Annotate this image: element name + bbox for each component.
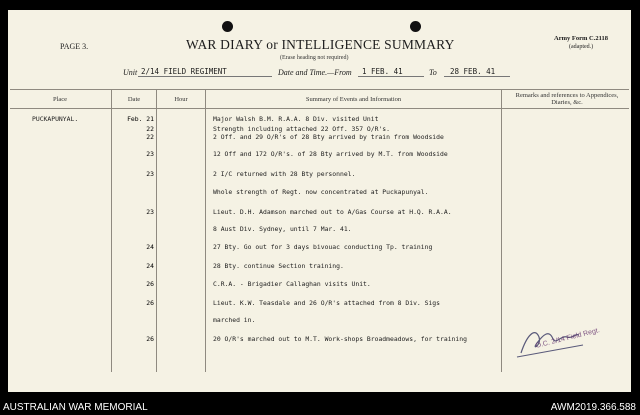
army-form-number: Army Form C.2118 [554,35,608,42]
erase-note: (Erase heading not required) [280,55,349,61]
entry-date: 26 [146,299,154,307]
entry-date: 23 [146,208,154,216]
entry-date: Feb. 21 [127,115,154,123]
entry-text: Major Walsh B.M. R.A.A. 8 Div. visited Unit [213,115,379,123]
entry-text: 12 Off and 172 O/R's. of 28 Bty arrived by M.T. from Woodside [213,150,448,158]
page-number: PAGE 3. [60,42,89,51]
from-date: 1 FEB. 41 [362,67,403,76]
punch-hole-right [410,21,421,32]
punch-hole-left [222,21,233,32]
entry-text: C.R.A. - Brigadier Callaghan visits Unit. [213,280,371,288]
to-underline [444,76,510,77]
from-underline [358,76,424,77]
column-divider [501,89,502,372]
entry-text: 2 Off. and 29 O/R's of 28 Bty arrived by train from Woodside [213,133,444,141]
table-top-rule [10,89,629,90]
column-header-hour: Hour [174,96,188,103]
column-header-remarks: Remarks and references to Appendices, Diaries, &c. [515,92,619,106]
entry-text: 28 Bty. continue Section training. [213,262,344,270]
unit-value: 2/14 FIELD REGIMENT [141,67,227,76]
date-time-label: Date and Time.—From [278,68,352,77]
entry-date: 24 [146,262,154,270]
unit-underline [138,76,272,77]
entry-text: Whole strength of Regt. now concentrated at Puckapunyal. [213,188,429,196]
war-diary-page [8,10,631,392]
column-header-summary: Summary of Events and Information [305,96,402,103]
entry-text: Strength including attached 22 Off. 357 O/R's. [213,125,390,133]
entry-date: 22 [146,125,154,133]
column-header-place: Place [52,96,68,103]
entry-date: 26 [146,280,154,288]
to-date: 28 FEB. 41 [450,67,496,76]
entry-date: 23 [146,150,154,158]
entry-text: Lieut. K.W. Teasdale and 26 O/R's attached from 8 Div. Sigs [213,299,441,307]
entry-text: Lieut. D.H. Adamson marched out to A/Gas Course at H.Q. R.A.A. [213,208,452,216]
footer-accession-number: AWM2019.366.588 [550,402,636,413]
entry-text: 2 I/C returned with 28 Bty personnel. [213,170,356,178]
army-form-note: (adapted.) [569,44,594,50]
entry-text: 27 Bty. Go out for 3 days bivouac conducting Tp. training [213,243,433,251]
column-divider [156,89,157,372]
entry-date: 26 [146,335,154,343]
column-divider [205,89,206,372]
to-label: To [429,68,437,77]
entry-text: marched in. [213,316,256,324]
entry-date: 22 [146,133,154,141]
entry-text: 20 O/R's marched out to M.T. Work-shops Broadmeadows, for training [213,335,467,343]
table-header-rule [10,108,629,109]
page-title: WAR DIARY or INTELLIGENCE SUMMARY [186,37,455,52]
entry-date: 23 [146,170,154,178]
place-value: PUCKAPUNYAL. [32,115,79,123]
unit-label: Unit [123,68,138,77]
column-header-date: Date [127,96,141,103]
entry-text: 8 Aust Div. Sydney, until 7 Mar. 41. [213,225,352,233]
entry-date: 24 [146,243,154,251]
unit-stamp: O.C. 2/14 Field Regt. [535,327,601,350]
footer-source: AUSTRALIAN WAR MEMORIAL [3,402,148,413]
footer-caption [0,400,640,415]
column-divider [111,89,112,372]
